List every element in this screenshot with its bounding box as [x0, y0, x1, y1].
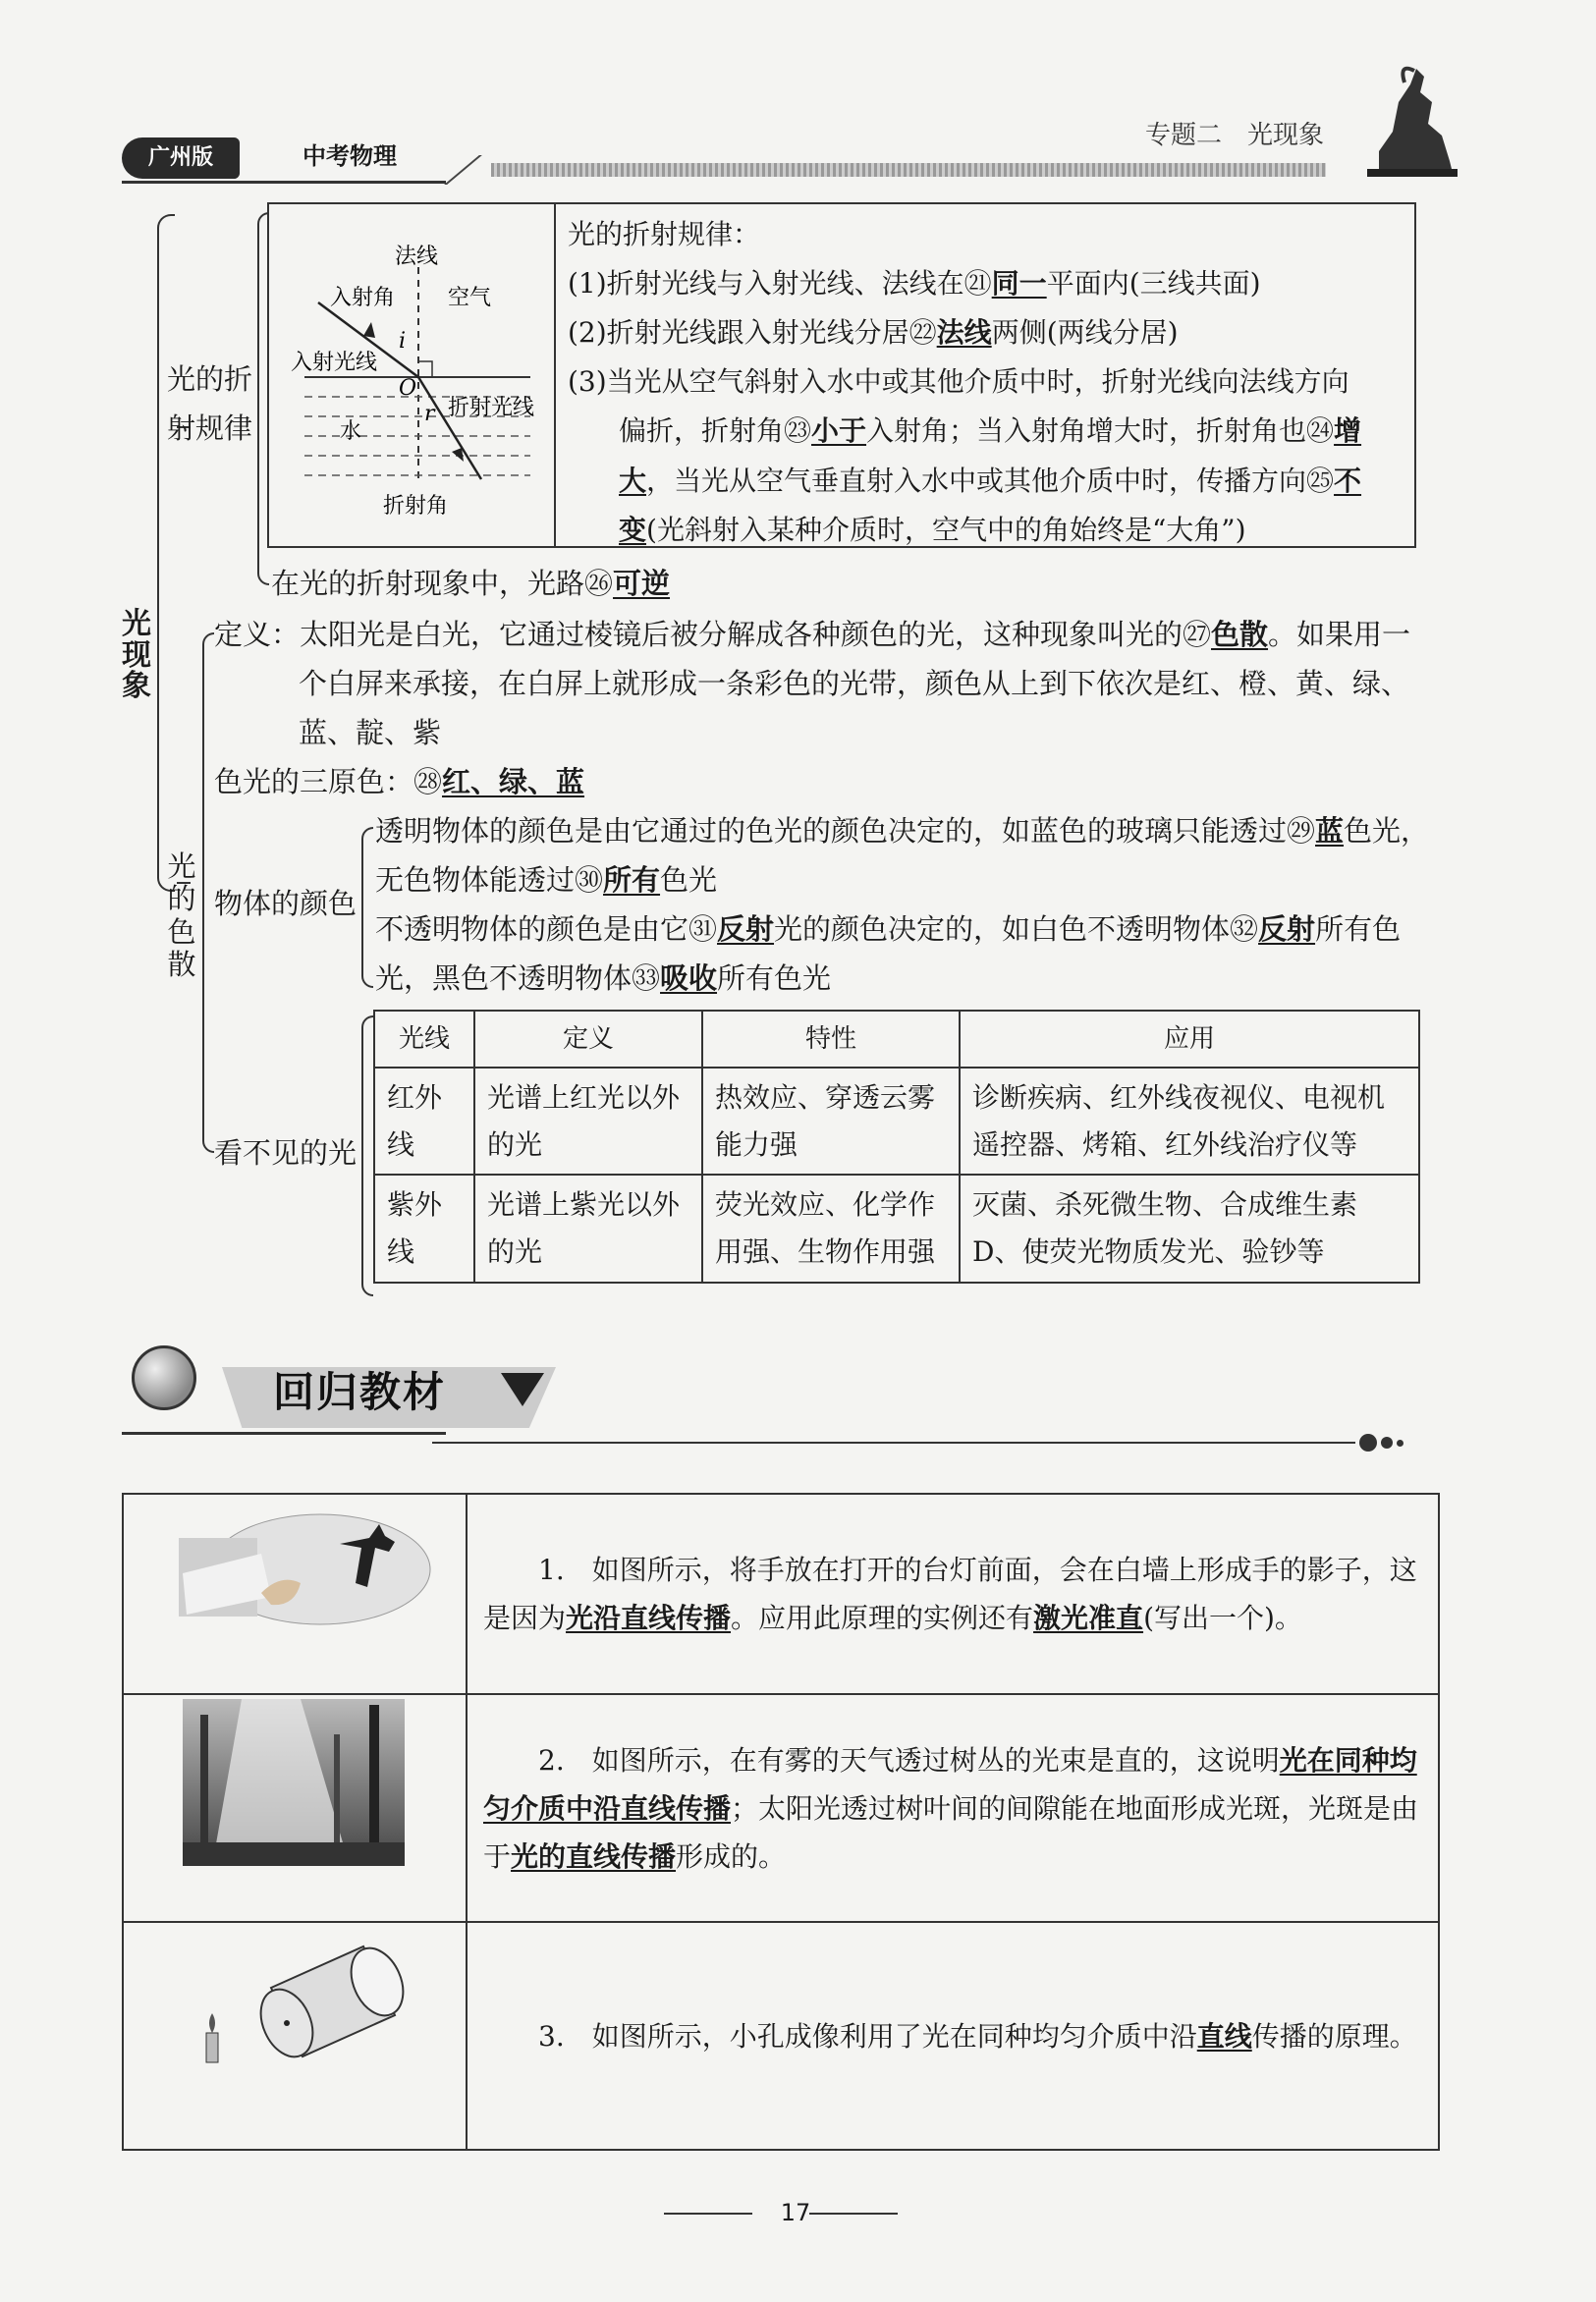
- review-table: [122, 1493, 1440, 2151]
- goat-statue-icon: [1359, 63, 1458, 179]
- table-header: 应用: [960, 1011, 1419, 1068]
- answer-q3: 直线: [1196, 2019, 1252, 2053]
- answer-q1-1: 光沿直线传播: [566, 1602, 732, 1634]
- answer-21: 同一: [991, 267, 1047, 301]
- refraction-label-1: 光的折: [167, 362, 253, 396]
- section-triangle-icon: [501, 1373, 544, 1406]
- root-brace: [157, 214, 175, 892]
- refraction-angle-text: 折射角: [383, 494, 449, 519]
- rule-3: (3)当光从空气斜射入水中或其他介质中时，折射光线向法线方向 偏折，折射角㉓小于入射角；当入射角增大时，折射角也㉔增 大，当光从空气垂直射入水中或其他介质中时，传播方向㉕不 变(光斜射入某种介质时，空气中的角始终是“大角”): [568, 365, 1362, 546]
- table-header: 特性: [702, 1011, 960, 1068]
- dispersion-brace: [202, 632, 214, 1153]
- section-rule-long: [432, 1442, 1355, 1444]
- section-title: 回归教材: [273, 1368, 447, 1416]
- answer-22: 法线: [936, 316, 992, 350]
- answer-q2-2: 光的直线传播: [511, 1839, 677, 1873]
- answer-24b: 大: [619, 464, 647, 497]
- answer-25a: 不: [1334, 464, 1362, 497]
- definition-line-1: 定义：太阳光是白光，它通过棱镜后被分解成各种颜色的光，这种现象叫光的㉗色散。如果用一: [214, 618, 1411, 651]
- answer-24a: 增: [1334, 414, 1362, 448]
- table-header: 光线: [374, 1011, 474, 1068]
- point-o-text: O: [399, 376, 417, 401]
- section-ball-icon: [132, 1345, 196, 1410]
- table-row: [374, 1175, 1419, 1282]
- refracted-ray-text: 折射光线: [448, 396, 535, 420]
- table-cell: 荧光效应、化学作用强、生物作用强: [702, 1175, 960, 1282]
- review-row: [124, 1495, 1438, 1695]
- dot-icon: [1397, 1440, 1403, 1447]
- definition-line-2: 个白屏来承接，在白屏上就形成一条彩色的光带，颜色从上到下依次是红、橙、黄、绿、: [299, 667, 1410, 700]
- answer-29: 蓝: [1315, 814, 1345, 848]
- header-stripe: [491, 163, 1326, 177]
- header-rule: [122, 181, 446, 184]
- rule-2: (2)折射光线跟入射光线分居㉒法线两侧(两线分居): [568, 316, 1179, 350]
- object-color-label: 物体的颜色: [214, 887, 358, 920]
- table-header-row: [374, 1011, 1419, 1068]
- refraction-label-2: 射规律: [167, 411, 253, 445]
- invisible-light-label: 看不见的光: [214, 1136, 358, 1170]
- page-number: 17: [780, 2199, 811, 2226]
- object-color-line-2: 无色物体能透过㉚所有色光: [375, 863, 718, 897]
- incidence-angle-text: 入射角: [330, 286, 396, 310]
- topic-title: 专题二 光现象: [1145, 121, 1325, 150]
- incident-ray-text: 入射光线: [291, 351, 378, 375]
- dot-icon: [1359, 1434, 1377, 1452]
- reversible-line: 在光的折射现象中，光路㉖可逆: [271, 567, 671, 600]
- primary-colors-line: 色光的三原色：㉘红、绿、蓝: [214, 765, 585, 798]
- pinhole-camera-image: [124, 1923, 468, 2149]
- question-3: 3. 如图所示，小孔成像利用了光在同种均匀介质中沿直线传播的原理。: [538, 2019, 1417, 2053]
- refraction-box-divider: [554, 202, 556, 548]
- object-color-line-4: 光，黑色不透明物体㉝吸收所有色光: [375, 961, 832, 995]
- answer-33: 吸收: [660, 961, 718, 995]
- foggy-forest-image: [124, 1695, 468, 1921]
- answer-30: 所有: [603, 863, 661, 897]
- hand-shadow-image: [124, 1495, 468, 1693]
- edition-badge: 广州版: [122, 137, 240, 179]
- dot-icon: [1381, 1437, 1393, 1449]
- review-row: [124, 1923, 1438, 2149]
- refraction-rules: [568, 210, 1412, 555]
- r-text: r: [424, 402, 435, 426]
- answer-23: 小于: [811, 414, 867, 448]
- answer-31: 反射: [717, 912, 775, 946]
- water-text: 水: [340, 419, 362, 444]
- object-color-brace: [361, 827, 373, 988]
- answer-27: 色散: [1211, 618, 1269, 651]
- table-cell: 光谱上紫光以外的光: [474, 1175, 702, 1282]
- rule-1: (1)折射光线与入射光线、法线在㉑同一平面内(三线共面): [568, 267, 1261, 301]
- answer-28: 红、绿、蓝: [442, 765, 585, 798]
- question-2: 2. 如图所示，在有雾的天气透过树丛的光束是直的，这说明光在同种均匀介质中沿直线传播；太阳光透过树叶间的间隙能在地面形成光斑，光斑是由于光的直线传播形成的。: [483, 1743, 1419, 1873]
- root-label: 光现象: [122, 607, 151, 703]
- object-color-line-1: 透明物体的颜色是由它通过的色光的颜色决定的，如蓝色的玻璃只能透过㉙蓝色光，: [375, 814, 1430, 848]
- table-cell: 灭菌、杀死微生物、合成维生素D、使荧光物质发光、验钞等: [960, 1175, 1419, 1282]
- object-color-line-3: 不透明物体的颜色是由它㉛反射光的颜色决定的，如白色不透明物体㉜反射所有色: [375, 912, 1402, 946]
- table-cell: 诊断疾病、红外线夜视仪、电视机遥控器、烤箱、红外线治疗仪等: [960, 1068, 1419, 1175]
- answer-q1-2: 激光准直: [1033, 1602, 1144, 1634]
- invisible-light-table: [373, 1010, 1420, 1284]
- normal-text: 法线: [395, 245, 439, 269]
- question-1: 1. 如图所示，将手放在打开的台灯前面，会在白墙上形成手的影子，这是因为光沿直线传播。应用此原理的实例还有激光准直(写出一个)。: [483, 1554, 1417, 1634]
- invisible-light-brace: [361, 1015, 373, 1296]
- answer-32: 反射: [1258, 912, 1316, 946]
- answer-26: 可逆: [613, 567, 671, 600]
- i-text: i: [399, 329, 407, 354]
- subject-title: 中考物理: [303, 142, 397, 170]
- table-header: 定义: [474, 1011, 702, 1068]
- table-cell: 红外线: [374, 1068, 474, 1175]
- table-cell: 光谱上红光以外的光: [474, 1068, 702, 1175]
- table-cell: 热效应、穿透云雾能力强: [702, 1068, 960, 1175]
- air-text: 空气: [448, 286, 492, 310]
- definition-line-3: 蓝、靛、紫: [299, 716, 442, 749]
- answer-25b: 变: [619, 513, 647, 546]
- dispersion-label: 光的色散: [167, 850, 196, 982]
- review-row: [124, 1695, 1438, 1923]
- answer-q2-1: 光在同种均匀介质中沿直线传播: [483, 1743, 1417, 1825]
- rules-title: 光的折射规律：: [568, 218, 761, 250]
- section-rule: [122, 1432, 446, 1435]
- refraction-diagram: [285, 228, 550, 542]
- table-row: [374, 1068, 1419, 1175]
- table-cell: 紫外线: [374, 1175, 474, 1282]
